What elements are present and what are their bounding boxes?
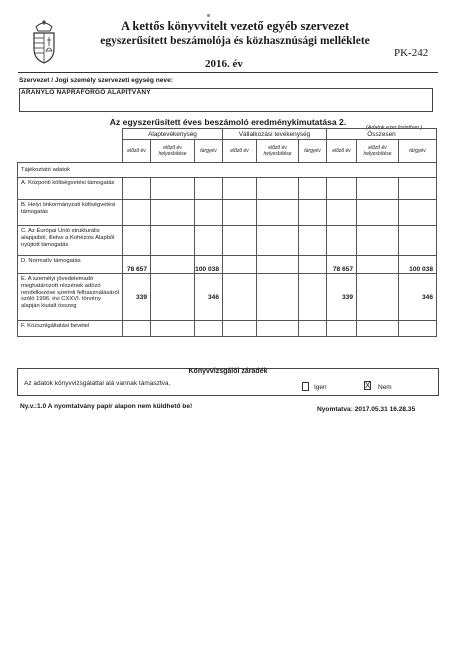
table-cell — [357, 321, 399, 337]
org-name-value: ARANYLÓ NAPRAFORGÓ ALAPÍTVÁNY — [21, 89, 151, 96]
footer-print-timestamp: Nyomtatva: 2017.05.31 16.28.35 — [317, 406, 416, 413]
table-cell — [151, 274, 195, 321]
table-cell — [299, 321, 327, 337]
table-cell — [299, 274, 327, 321]
group-header-basic: Alaptevékenység — [123, 129, 223, 140]
table-cell — [327, 321, 357, 337]
subcol-current-year: tárgyév — [399, 140, 437, 163]
form-code: PK-242 — [394, 47, 429, 59]
row-label-d: D. Normatív támogatás — [18, 256, 123, 274]
form-title-line2: egyszerűsített beszámolója és közhasznúsági melléklete — [100, 35, 370, 47]
table-cell — [257, 200, 299, 226]
table-cell — [327, 178, 357, 200]
row-label-c: C. Az Európai Unió strukturális alapjaiból, illetve a Kohéziós Alapból nyújtott támogatás — [18, 226, 123, 256]
table-cell — [223, 321, 257, 337]
table-cell — [299, 226, 327, 256]
section-title: Az egyszerűsített éves beszámoló eredménykimutatása 2. — [109, 117, 347, 127]
row-label-f: F. Közszolgáltatási bevétel — [18, 321, 123, 337]
audit-no-checkbox[interactable]: X — [365, 381, 371, 390]
table-cell — [123, 226, 151, 256]
header-divider — [18, 72, 438, 73]
table-cell — [151, 256, 195, 274]
subcol-prev-year: előző év — [223, 140, 257, 163]
subcol-prev-year-correction: előző év helyesbítése — [357, 140, 399, 163]
table-cell — [123, 321, 151, 337]
table-cell: 78 657 — [327, 256, 357, 274]
table-cell — [223, 200, 257, 226]
table-cell — [257, 256, 299, 274]
row-label-e: E. A személyi jövedelemadó meghatározott részének adózó rendelkezése szerinti felhasználásáról szóló 1996. évi CXXVI. törvény alapján kiutalt összeg — [18, 274, 123, 321]
table-cell — [223, 178, 257, 200]
table-cell — [399, 200, 437, 226]
table-cell — [399, 226, 437, 256]
audit-yes-label: Igen — [314, 384, 327, 391]
subcol-current-year: tárgyév — [299, 140, 327, 163]
scan-speck — [207, 14, 210, 17]
table-cell — [357, 226, 399, 256]
unit-note: (Adatok ezer forintban.) — [366, 125, 423, 131]
table-cell — [257, 274, 299, 321]
table-cell — [257, 178, 299, 200]
table-cell — [223, 274, 257, 321]
org-label: Szervezet / Jogi személy szervezeti egység neve: — [19, 77, 173, 84]
table-cell — [123, 200, 151, 226]
table-cell — [151, 200, 195, 226]
table-cell — [195, 200, 223, 226]
income-statement-table — [17, 128, 437, 337]
table-cell — [357, 200, 399, 226]
table-cell — [151, 321, 195, 337]
row-label-a: A. Központi költségvetési támogatás — [18, 178, 123, 200]
report-year: 2016. év — [205, 58, 243, 70]
table-cell — [399, 321, 437, 337]
table-cell — [327, 226, 357, 256]
table-cell — [195, 321, 223, 337]
audit-no-label: Nem — [378, 384, 392, 391]
table-cell: 346 — [399, 274, 437, 321]
table-cell — [357, 274, 399, 321]
subcol-prev-year-correction: előző év helyesbítése — [151, 140, 195, 163]
table-cell — [357, 256, 399, 274]
audit-clause-title: Könyvvizsgálói záradék — [188, 368, 268, 375]
table-cell — [399, 178, 437, 200]
table-cell — [299, 256, 327, 274]
table-cell: 78 657 — [123, 256, 151, 274]
table-cell — [257, 321, 299, 337]
table-cell: 100 038 — [399, 256, 437, 274]
header-blank-cell — [18, 129, 123, 163]
subcol-current-year: tárgyév — [195, 140, 223, 163]
table-cell — [299, 178, 327, 200]
group-header-business: Vállalkozási tevékenység — [223, 129, 327, 140]
footer-version-note: Ny.v.:1.0 A nyomtatvány papír alapon nem küldhető be! — [20, 403, 193, 410]
table-cell — [195, 178, 223, 200]
table-cell — [195, 226, 223, 256]
table-cell — [123, 178, 151, 200]
table-cell — [327, 200, 357, 226]
table-cell — [223, 226, 257, 256]
group-header-total: Összesen — [327, 129, 437, 140]
subcol-prev-year-correction: előző év helyesbítése — [257, 140, 299, 163]
audit-clause-text: Az adatok könyvvizsgálattal alá vannak támasztva. — [24, 380, 171, 387]
table-cell — [151, 226, 195, 256]
form-title-line1: A kettős könyvvitelt vezető egyéb szervezet — [120, 19, 350, 33]
table-cell — [151, 178, 195, 200]
table-cell: 339 — [123, 274, 151, 321]
subcol-prev-year: előző év — [123, 140, 151, 163]
table-cell — [257, 226, 299, 256]
subcol-prev-year: előző év — [327, 140, 357, 163]
row-label-b: B. Helyi önkormányzati költségvetési támogatás — [18, 200, 123, 226]
info-section-label: Tájékoztató adatok — [18, 163, 437, 178]
audit-yes-checkbox[interactable] — [302, 382, 309, 391]
table-cell — [299, 200, 327, 226]
table-cell: 100 038 — [195, 256, 223, 274]
coat-of-arms-icon — [30, 19, 58, 65]
table-cell — [357, 178, 399, 200]
table-cell: 339 — [327, 274, 357, 321]
table-cell — [223, 256, 257, 274]
table-cell: 346 — [195, 274, 223, 321]
